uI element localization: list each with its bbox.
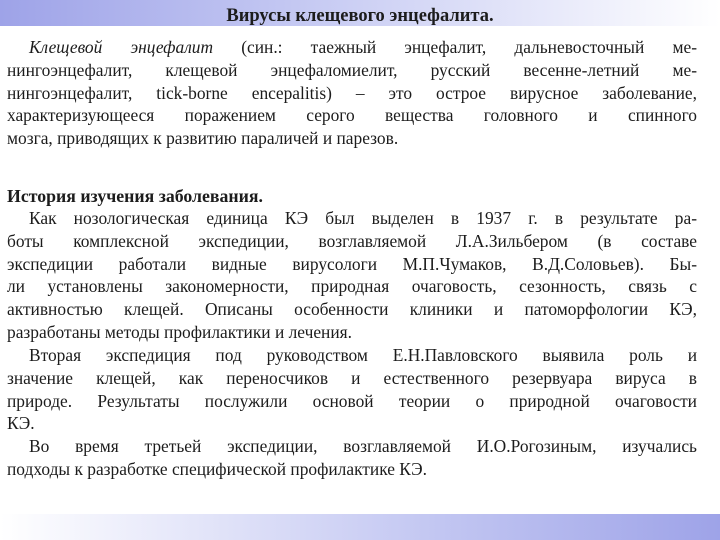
history-p3-line: подходы к разработке специфической профилактике КЭ. <box>7 458 427 479</box>
history-p1-line: активностью клещей. Описаны особенности клиники и патоморфологии КЭ, <box>7 299 697 320</box>
history-p2-line: природе. Результаты послужили основой теории о природной очаговости <box>7 390 697 411</box>
history-paragraph-1 <box>7 207 697 344</box>
history-heading: История изучения заболевания. <box>7 186 263 206</box>
history-p2-line: значение клещей, как переносчиков и естественного резервуара вируса в <box>7 367 697 388</box>
history-paragraph-3 <box>7 435 697 481</box>
intro-line-5: мозга, приводящих к развитию параличей и парезов. <box>7 128 399 149</box>
history-p1-line: разработаны методы профилактики и лечения. <box>7 321 352 342</box>
history-p3-line: Во время третьей экспедиции, возглавляемой И.О.Рогозиным, изучались <box>29 436 697 456</box>
intro-line-2: нингоэнцефалит, клещевой энцефаломиелит, русский весенне-летний ме- <box>7 59 697 80</box>
history-p1-line: Как нозологическая единица КЭ был выделен в 1937 г. в результате ра- <box>29 208 697 228</box>
history-p1-line: экспедиции работали видные вирусологи М.П.Чумаков, В.Д.Соловьев). Бы- <box>7 253 697 274</box>
page-title: Вирусы клещевого энцефалита. <box>226 6 494 26</box>
history-p2-line: КЭ. <box>7 413 35 434</box>
intro-line-1-rest: (син.: таежный энцефалит, дальневосточный ме- <box>213 37 697 57</box>
intro-line-1 <box>7 36 697 59</box>
history-paragraph-2 <box>7 344 697 435</box>
intro-line-4: характеризующееся поражением серого вещества головного и спинного <box>7 105 697 126</box>
intro-term: Клещевой энцефалит <box>29 37 214 57</box>
history-p2-line: Вторая экспедиция под руководством Е.Н.Павловского выявила роль и <box>29 345 697 365</box>
intro-line-3: нингоэнцефалит, tick-borne encepalitis) – это острое вирусное заболевание, <box>7 82 697 103</box>
intro-paragraph <box>7 36 697 150</box>
history-p1-line: ли установлены закономерности, природная очаговость, сезонность, связь с <box>7 276 697 297</box>
history-p1-line: боты комплексной экспедиции, возглавляемой Л.А.Зильбером (в составе <box>7 230 697 251</box>
